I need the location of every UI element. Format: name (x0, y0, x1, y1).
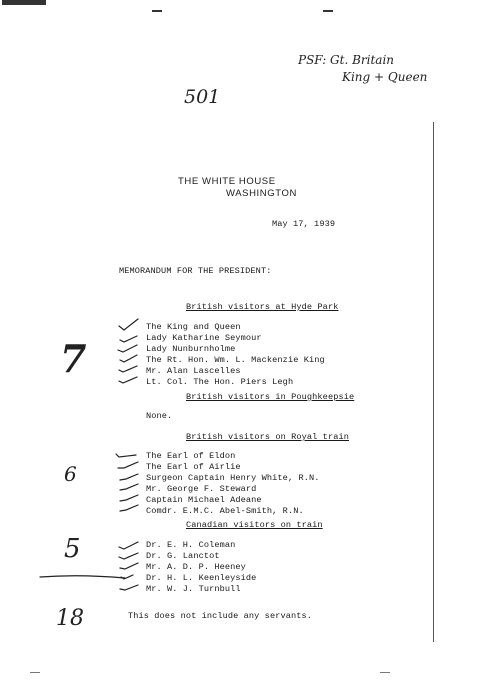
hyde-park-list (146, 322, 325, 388)
handwritten-page-number: 501 (184, 86, 221, 108)
margin-number-1: 7 (60, 336, 87, 381)
letterhead-line2: WASHINGTON (226, 188, 297, 199)
margin-number-4: 18 (56, 606, 84, 631)
check-mark-icon (119, 553, 138, 559)
check-mark-icon (120, 484, 138, 490)
canadian-list (146, 540, 256, 595)
list-item: The Earl of Eldon (146, 451, 236, 461)
check-mark-icon (120, 355, 137, 362)
list-item: Mr. George F. Steward (146, 484, 257, 494)
check-mark-icon (119, 366, 137, 372)
list-item: Lt. Col. The Hon. Piers Legh (146, 377, 294, 387)
list-item: The Earl of Airlie (146, 462, 241, 472)
letterhead-line1: THE WHITE HOUSE (178, 176, 276, 187)
check-mark-icon (119, 542, 138, 549)
memo-salutation: MEMORANDUM FOR THE PRESIDENT: (119, 266, 272, 276)
list-item: Lady Nunburnholme (146, 344, 236, 354)
check-mark-icon (120, 495, 138, 501)
filing-note-line2: King + Queen (342, 70, 428, 84)
list-item: Dr. E. H. Coleman (146, 540, 236, 550)
section-heading-royal-train: British visitors on Royal train (186, 432, 349, 442)
check-mark-icon (118, 462, 138, 468)
section-heading-poughkeepsie: British visitors in Poughkeepsie (186, 392, 355, 402)
check-mark-icon (119, 319, 138, 330)
list-item: Mr. Alan Lascelles (146, 366, 241, 376)
list-item: The Rt. Hon. Wm. L. Mackenzie King (146, 355, 325, 365)
memo-date: May 17, 1939 (272, 219, 336, 229)
poughkeepsie-text: None. (146, 411, 173, 421)
list-item: Surgeon Captain Henry White, R.N. (146, 473, 320, 483)
check-mark-icon (120, 563, 138, 569)
check-mark-icon (118, 345, 137, 352)
margin-bracket-line (40, 576, 125, 578)
check-mark-icon (120, 474, 138, 480)
check-mark-icon (120, 585, 138, 590)
list-item: Dr. G. Lanctot (146, 551, 220, 561)
list-item: Comdr. E.M.C. Abel-Smith, R.N. (146, 506, 304, 516)
list-item: Mr. W. J. Turnbull (146, 584, 241, 594)
filing-note-line1: PSF: Gt. Britain (298, 53, 395, 67)
check-mark-icon (120, 505, 138, 511)
footer-note: This does not include any servants. (128, 611, 312, 621)
section-heading-canadian: Canadian visitors on train (186, 520, 323, 530)
list-item: Mr. A. D. P. Heeney (146, 562, 246, 572)
check-mark-icon (116, 454, 136, 457)
list-item: Dr. H. L. Keenleyside (146, 573, 257, 583)
section-heading-hyde-park: British visitors at Hyde Park (186, 302, 339, 312)
check-mark-icon (119, 377, 137, 383)
royal-train-list (146, 451, 319, 517)
check-mark-icon (120, 336, 137, 342)
margin-number-3: 5 (64, 534, 81, 564)
list-item: The King and Queen (146, 322, 241, 332)
list-item: Captain Michael Adeane (146, 495, 262, 505)
list-item: Lady Katharine Seymour (146, 333, 262, 343)
margin-number-2: 6 (64, 462, 77, 486)
